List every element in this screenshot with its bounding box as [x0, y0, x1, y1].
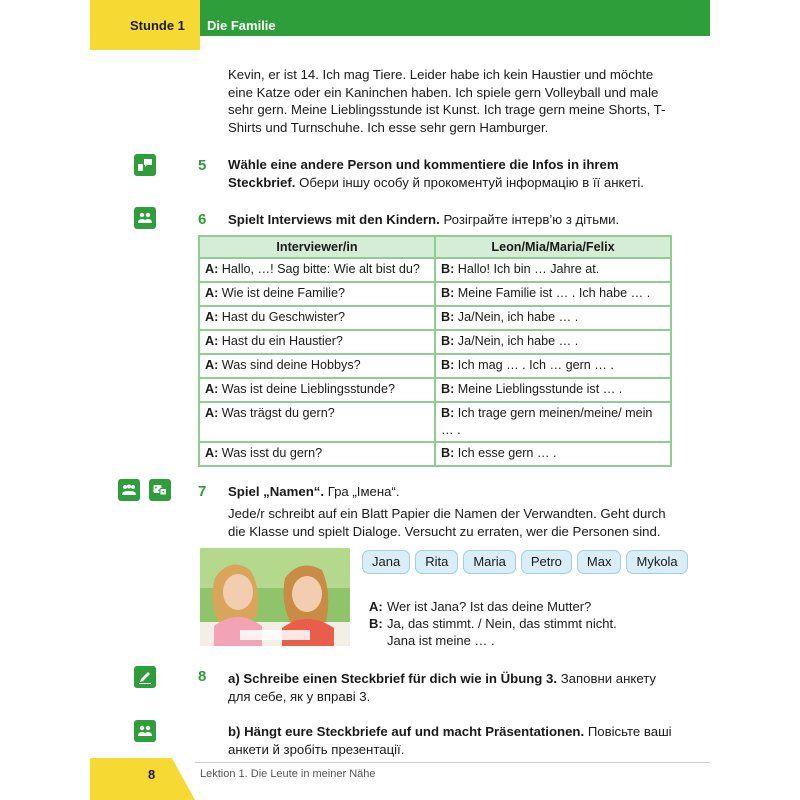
speaker-label: A: — [205, 334, 219, 348]
task-8-number: 8 — [198, 668, 207, 685]
table-cell-text: Wie ist deine Familie? — [221, 286, 345, 300]
table-row — [199, 378, 671, 402]
table-cell-text: Hallo! Ich bin … Jahre at. — [457, 262, 600, 276]
task-7-number: 7 — [198, 483, 207, 500]
speaker-label: B: — [441, 310, 455, 324]
interview-table — [198, 235, 672, 467]
footer-divider — [195, 762, 710, 763]
children-photo — [200, 548, 350, 646]
table-cell-b — [435, 330, 671, 354]
table-row — [199, 354, 671, 378]
speaker-label: A: — [205, 358, 219, 372]
table-cell-b — [435, 402, 671, 442]
table-header-interviewer: Interviewer/in — [199, 236, 435, 258]
speaker-label: B: — [441, 382, 455, 396]
name-pill: Rita — [415, 550, 458, 574]
task-5-instruction-de: Wähle eine andere Person und kommentiere die Infos in ihrem Steckbrief. — [228, 157, 619, 190]
table-row — [199, 258, 671, 282]
name-pill: Mykola — [626, 550, 687, 574]
table-cell-a — [199, 258, 435, 282]
speaker-label: B: — [441, 406, 455, 420]
table-cell-text: Was trägst du gern? — [221, 406, 335, 420]
task-7-title-uk: Гра „Імена“. — [327, 484, 400, 499]
table-header-row — [199, 236, 671, 258]
name-pill: Maria — [463, 550, 516, 574]
task-8a-de: a) Schreibe einen Steckbrief für dich wie in Übung 3. — [228, 671, 558, 686]
task-8b-de: b) Hängt eure Steckbriefe auf und macht Präsentationen. — [228, 724, 585, 739]
table-row — [199, 442, 671, 466]
name-pill: Max — [577, 550, 622, 574]
table-cell-text: Ja/Nein, ich habe … . — [457, 310, 579, 324]
table-cell-text: Meine Lieblingsstunde ist … . — [457, 382, 623, 396]
table-cell-text: Was sind deine Hobbys? — [221, 358, 361, 372]
table-body — [199, 258, 671, 466]
table-cell-b — [435, 306, 671, 330]
table-row — [199, 402, 671, 442]
table-cell-b — [435, 258, 671, 282]
table-cell-text: Ja/Nein, ich habe … . — [457, 334, 579, 348]
speaker-label: B: — [369, 616, 383, 631]
table-cell-a — [199, 442, 435, 466]
speaker-label: B: — [441, 334, 455, 348]
table-cell-a — [199, 330, 435, 354]
task-7-title-de: Spiel „Namen“. — [228, 484, 325, 499]
group-icon — [134, 720, 156, 742]
speaker-label: A: — [205, 446, 219, 460]
table-row — [199, 282, 671, 306]
table-cell-text: Was ist deine Lieblingsstunde? — [221, 382, 395, 396]
speaker-label: A: — [369, 599, 383, 614]
dialog-text: Wer ist Jana? Ist das deine Mutter? — [387, 599, 592, 614]
dialog-text: Jana ist meine … . — [387, 633, 495, 648]
table-cell-b — [435, 354, 671, 378]
task-5-number: 5 — [198, 157, 207, 174]
speaker-label: B: — [441, 358, 455, 372]
table-cell-a — [199, 282, 435, 306]
speech-bubble-icon — [134, 154, 156, 176]
table-cell-a — [199, 354, 435, 378]
table-row — [199, 330, 671, 354]
speaker-label: A: — [205, 406, 219, 420]
task-6-instruction — [228, 211, 672, 229]
table-cell-text: Was isst du gern? — [221, 446, 323, 460]
table-cell-a — [199, 378, 435, 402]
speaker-label: B: — [441, 262, 455, 276]
dialog-text: Ja, das stimmt. / Nein, das stimmt nicht. — [387, 616, 617, 631]
table-cell-text: Meine Familie ist … . Ich habe … . — [457, 286, 651, 300]
footer-lesson-title: Lektion 1. Die Leute in meiner Nähe — [200, 768, 376, 780]
dialog-line — [369, 615, 617, 632]
lesson-label: Stunde 1 — [130, 18, 185, 33]
table-cell-text: Ich trage gern meinen/meine/ mein … . — [441, 406, 653, 437]
dialog-line — [369, 598, 617, 615]
table-header-children: Leon/Mia/Maria/Felix — [435, 236, 671, 258]
task-7-title — [228, 483, 672, 501]
table-cell-text: Hallo, …! Sag bitte: Wie alt bist du? — [221, 262, 420, 276]
page-number: 8 — [148, 767, 156, 782]
speaker-label: A: — [205, 382, 219, 396]
name-pill: Jana — [362, 550, 410, 574]
task-7-dialog — [369, 598, 617, 649]
table-cell-text: Hast du Geschwister? — [221, 310, 345, 324]
topic-label: Die Familie — [207, 18, 276, 33]
header-green-band — [200, 0, 710, 36]
task-5-instruction-uk: Обери іншу особу й прокоментуй інформацію в її анкеті. — [299, 174, 644, 190]
table-row — [199, 306, 671, 330]
speaker-label — [369, 632, 387, 649]
table-cell-text: Ich mag … . Ich … gern … . — [457, 358, 614, 372]
names-list — [362, 550, 688, 574]
speaker-label: A: — [205, 286, 219, 300]
task-5-instruction — [228, 156, 672, 191]
table-cell-b — [435, 378, 671, 402]
task-6-instruction-uk: Розіграйте інтерв’ю з дітьми. — [443, 212, 620, 227]
dialog-line — [369, 632, 617, 649]
speaker-label: B: — [441, 286, 455, 300]
speaker-label: A: — [205, 310, 219, 324]
group-icon — [134, 207, 156, 229]
table-cell-text: Hast du ein Haustier? — [221, 334, 343, 348]
task-7-text: Jede/r schreibt auf ein Blatt Papier die Namen der Verwandten. Geht durch die Klasse und spielt Dialoge. Versucht zu erraten, wer die Personen sind. — [228, 506, 666, 539]
table-cell-b — [435, 442, 671, 466]
speaker-label: A: — [205, 262, 219, 276]
group-icon — [118, 479, 140, 501]
table-cell-b — [435, 282, 671, 306]
name-pill: Petro — [521, 550, 572, 574]
task-8b — [228, 723, 672, 758]
table-cell-text: Ich esse gern … . — [457, 446, 557, 460]
task-6-instruction-de: Spielt Interviews mit den Kindern. — [228, 212, 440, 227]
table-cell-a — [199, 402, 435, 442]
speaker-label: B: — [441, 446, 455, 460]
game-dice-icon — [149, 479, 171, 501]
task-8a — [228, 670, 672, 705]
pencil-icon — [134, 666, 156, 688]
intro-paragraph: Kevin, er ist 14. Ich mag Tiere. Leider habe ich kein Haustier und möchte eine Katze oder ein Kaninchen haben. Ich spiele gern Volleyball und male sehr gern. Meine Lieblingsstunde ist Kunst. Ich trage gern meine Shorts, T-Shirts und Turnschuhe. Ich esse sehr gern Hamburger. — [228, 67, 666, 135]
task-6-number: 6 — [198, 211, 207, 228]
table-cell-a — [199, 306, 435, 330]
task-8a-uk: Заповни анкету для себе, як у вправі 3. — [228, 671, 657, 704]
task-8b-uk: Повісьте ваші анкети й зробіть презентації. — [228, 724, 672, 757]
